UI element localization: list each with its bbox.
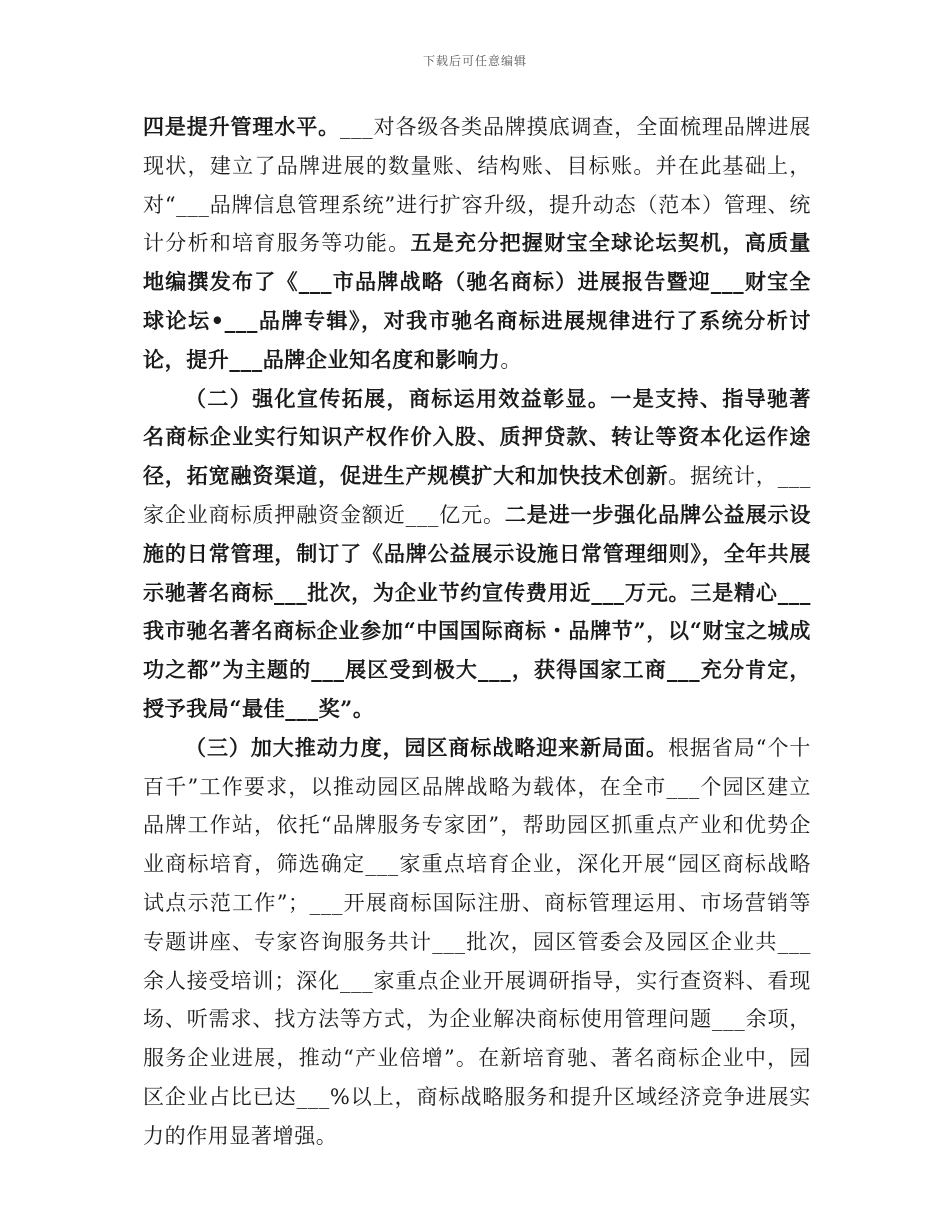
- text-run: 。: [500, 347, 522, 372]
- paragraph-section-2: [143, 380, 811, 729]
- text-run: （三）加大推动力度，园区商标战略迎来新局面。: [185, 734, 668, 760]
- text-run: ___对各级各类品牌摸底调查，全面梳理品牌进展现状，建立了品牌进展的数量账、结构账、目标账。并在此基础上，对“___品牌信息管理系统”进行扩容升级，提升动态（范本）管理、统计分析和培育服务等功能。: [143, 115, 811, 256]
- page-header: 下载后可任意编辑: [422, 54, 527, 68]
- text-run: （二）强化宣传拓展，商标运用效益彰显。一是支持、指导驰著名商标企业实行知识产权作价入股、质押贷款、转让等资本化运作途径，拓宽融资渠道，促进生产规模扩大和加快技术创新: [143, 385, 811, 489]
- paragraph-section-3: [143, 729, 811, 1156]
- text-run: 四是提升管理水平。: [143, 114, 340, 139]
- document-body: [143, 108, 811, 1156]
- text-run: 二是进一步强化品牌公益展示设施的日常管理，制订了《品牌公益展示设施日常管理细则》，全年共展示驰著名商标___批次，为企业节约宣传费用近___万元。三是精心___我市驰名著名商标企业参加“中国国际商标・品牌节”，以“财宝之城成功之都”为主题的___展区受到极大___，获得国家工商___充分肯定，授予我局“最佳___奖”。: [143, 501, 811, 721]
- text-run: 根据省局“个十百千”工作要求，以推动园区品牌战略为载体，在全市___个园区建立品牌工作站，依托“品牌服务专家团”，帮助园区抓重点产业和优势企业商标培育，筛选确定___家重点培育企业，深化开展“园区商标战略试点示范工作”；___开展商标国际注册、商标管理运用、市场营销等专题讲座、专家咨询服务共计___批次，园区管委会及园区企业共___余人接受培训；深化___家重点企业开展调研指导，实行查资料、看现场、听需求、找方法等方式，为企业解决商标使用管理问题___余项，服务企业进展，推动“产业倍增”。在新培育驰、著名商标企业中，园区企业占比已达___%以上，商标战略服务和提升区域经济竞争进展实力的作用显著增强。: [143, 735, 812, 1148]
- paragraph-management: [143, 108, 811, 380]
- text-run: 五是充分把握财宝全球论坛契机，高质量地编撰发布了《___市品牌战略（驰名商标）进展报告暨迎___财宝全球论坛•___品牌专辑》，对我市驰名商标进展规律进行了系统分析讨论，提升___品牌企业知名度和影响力: [143, 230, 811, 372]
- text-run: 。据统计，___家企业商标质押融资金额近___亿元。: [143, 464, 811, 527]
